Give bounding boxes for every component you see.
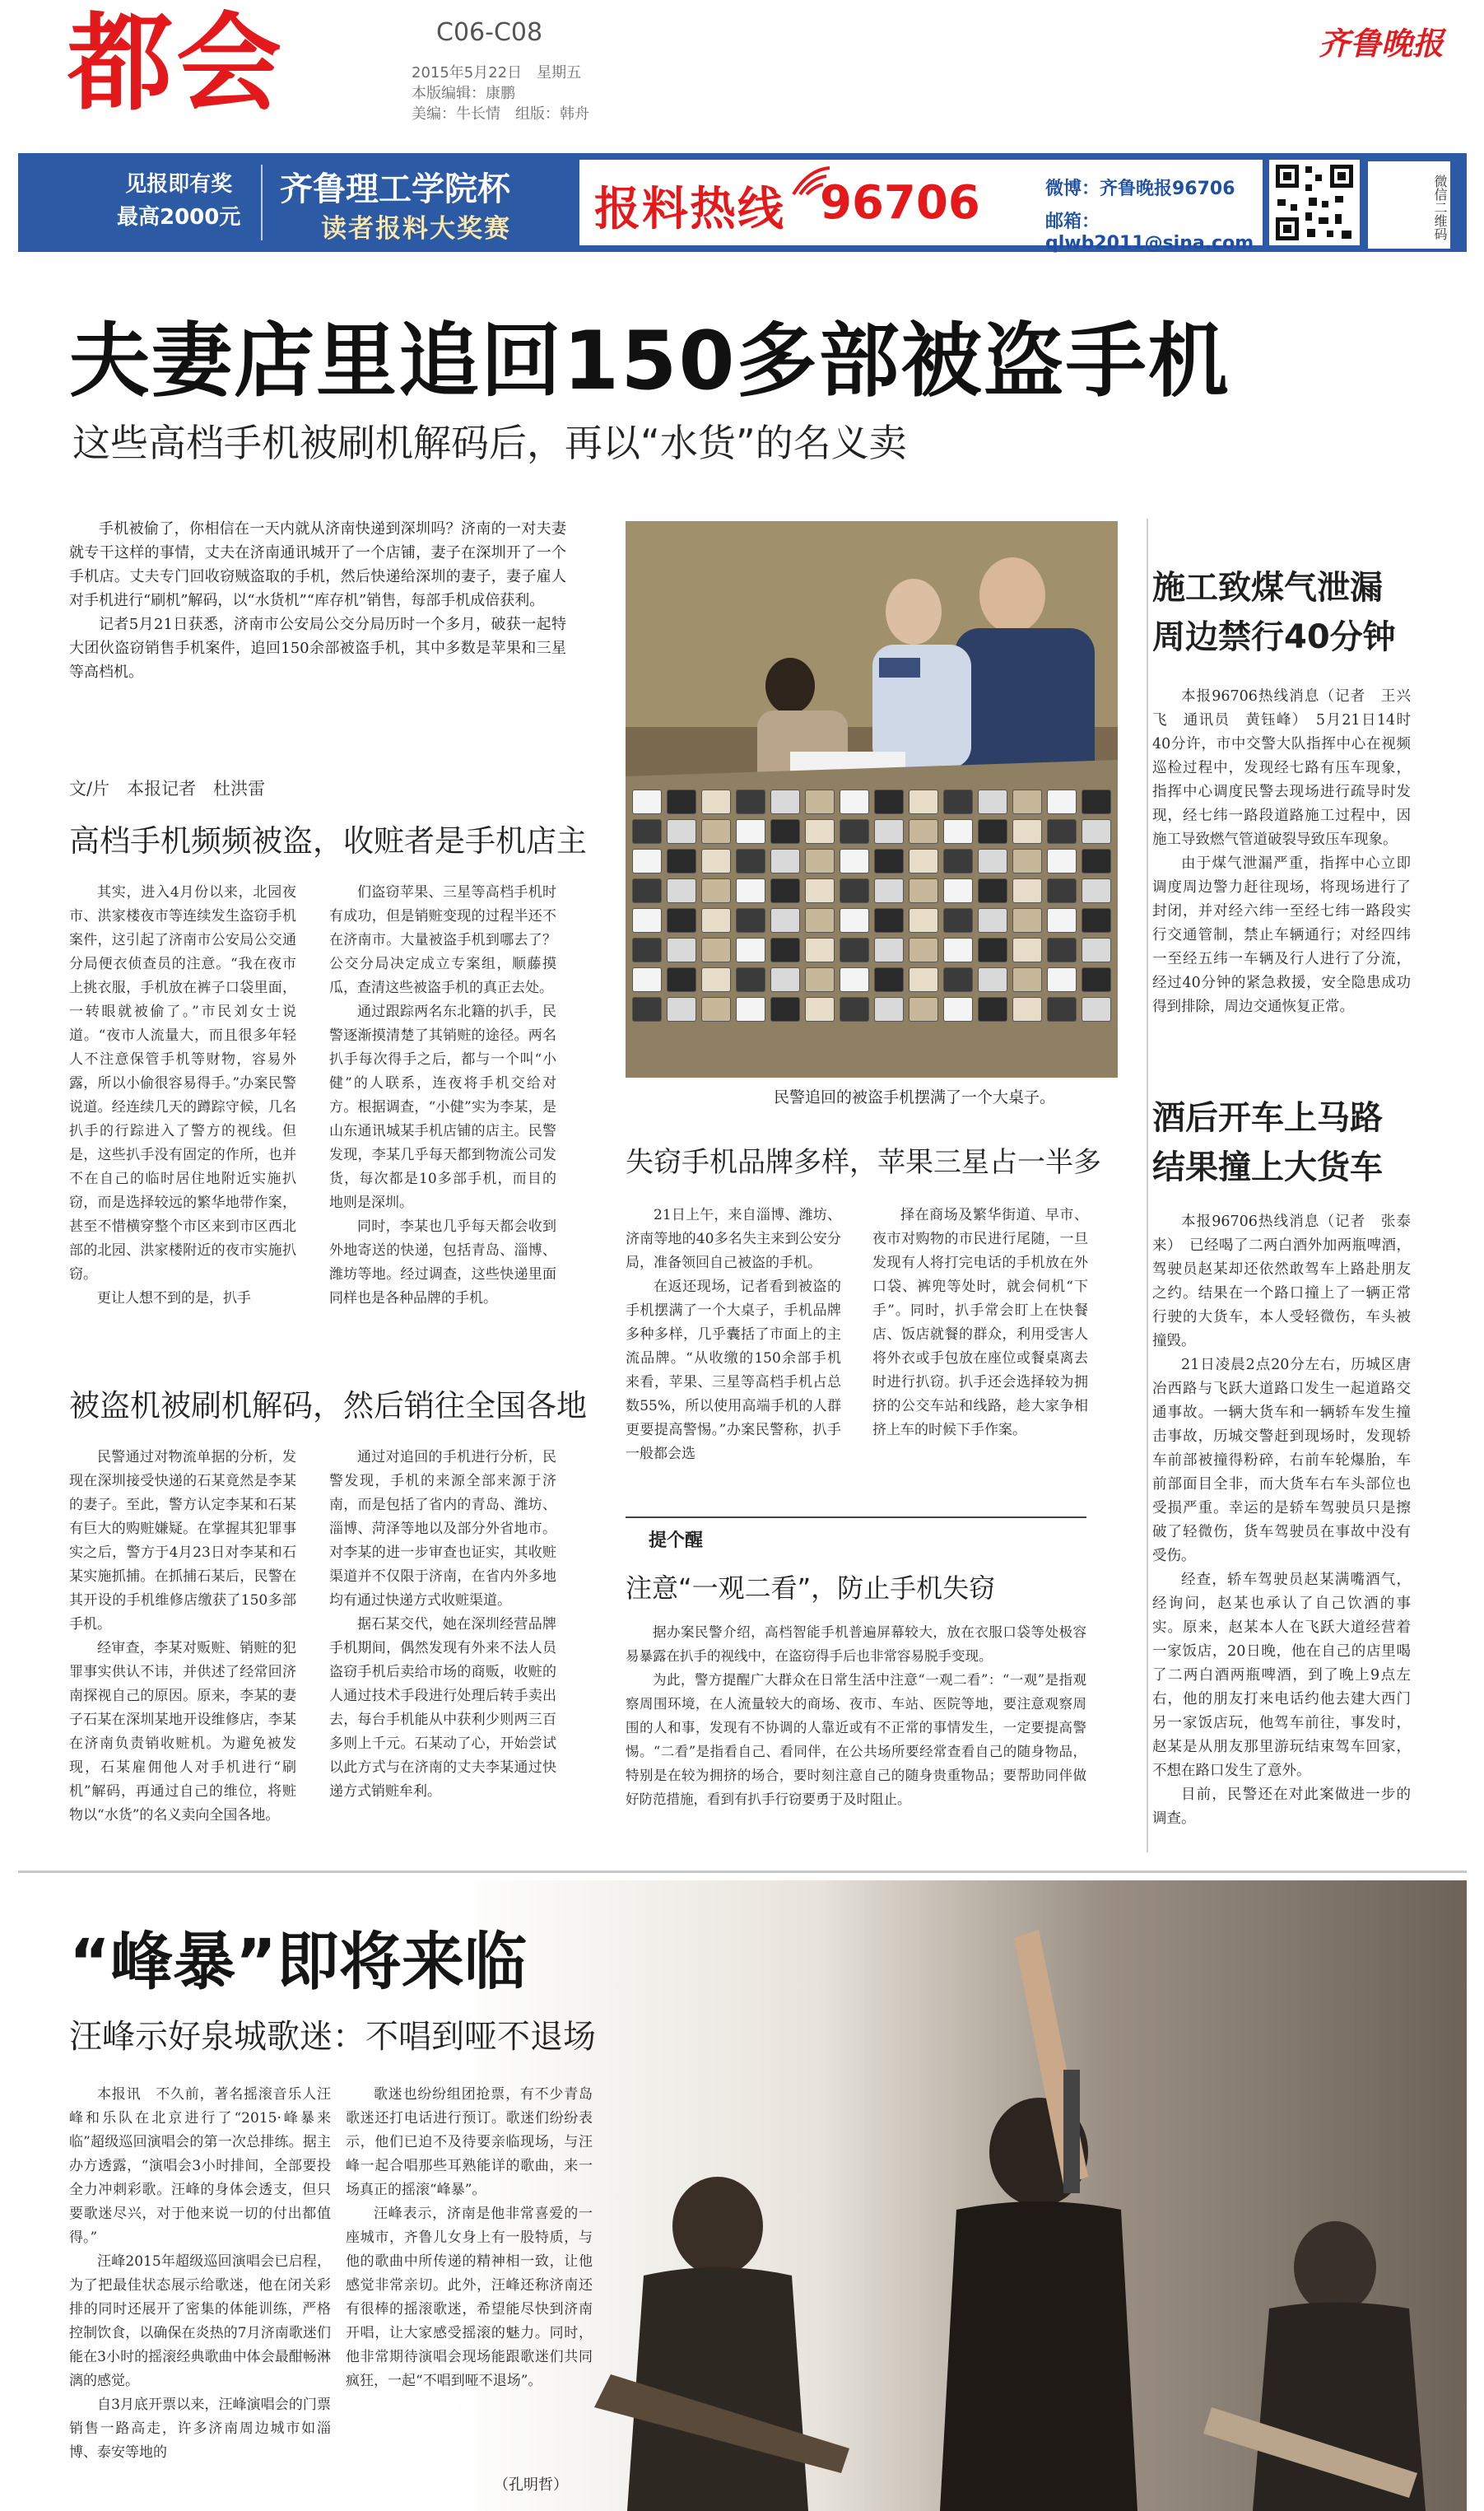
phone-icon bbox=[667, 849, 696, 873]
phone-icon bbox=[632, 790, 662, 814]
phone-icon bbox=[909, 790, 938, 814]
phone-icon bbox=[1047, 908, 1077, 933]
phone-icon bbox=[736, 790, 765, 814]
paragraph: 汪峰表示，济南是他非常喜爱的一座城市，齐鲁儿女身上有一股特质，与他的歌曲中所传递的精神相一致，让他感觉非常亲切。此外，汪峰还称济南还有很棒的摇滚歌迷，希望能尽快到济南开唱，让大家感受摇滚的魅力。同时，他非常期待演唱会现场能跟歌迷们共同疯狂，一起“不唱到哑不退场”。 bbox=[346, 2206, 593, 2389]
section-3-col-1 bbox=[626, 1204, 841, 1466]
section-3-col-2 bbox=[872, 1204, 1088, 1442]
phone-icon bbox=[667, 819, 696, 844]
phone-icon bbox=[1047, 938, 1077, 962]
phone-icon bbox=[805, 938, 835, 962]
phone-icon bbox=[736, 997, 765, 1022]
hotline-label: 报料热线 bbox=[594, 183, 785, 236]
phone-icon bbox=[632, 938, 662, 962]
phone-icon bbox=[1082, 938, 1111, 962]
phone-icon bbox=[667, 997, 696, 1022]
qr-label: 微信二维码 bbox=[1368, 161, 1450, 249]
phone-icon bbox=[667, 967, 696, 992]
phone-icon bbox=[805, 878, 835, 903]
phone-icon bbox=[1082, 849, 1111, 873]
phone-icon bbox=[943, 997, 973, 1022]
phone-icon bbox=[770, 790, 800, 814]
story-2-title-line-2: 结果撞上大货车 bbox=[1152, 1148, 1383, 1186]
paragraph: 据办案民警介绍，高档智能手机普遍屏幕较大，放在衣服口袋等处极容易暴露在扒手的视线中，在盗窃得手后也非常容易脱手变现。 bbox=[626, 1624, 1086, 1664]
hotline-number: 96706 bbox=[820, 176, 980, 230]
cup-subtitle: 读者报料大奖赛 bbox=[321, 214, 511, 244]
phone-icon bbox=[840, 878, 869, 903]
phone-icon bbox=[874, 819, 904, 844]
tip-divider bbox=[626, 1516, 1086, 1518]
phone-icon bbox=[667, 938, 696, 962]
cup-title: 齐鲁理工学院杯 bbox=[280, 170, 510, 208]
phone-icon bbox=[736, 878, 765, 903]
phone-icon bbox=[1082, 997, 1111, 1022]
phone-icon bbox=[1082, 967, 1111, 992]
phone-icon bbox=[909, 849, 938, 873]
phone-icon bbox=[632, 997, 662, 1022]
phone-icon bbox=[874, 878, 904, 903]
paragraph: 21日凌晨2点20分左右，历城区唐冶西路与飞跃大道路口发生一起道路交通事故。一辆大货车和一辆轿车发生撞击事故，历城交警赶到现场时，发现轿车前部被撞得粉碎，右前车轮爆胎，车前部面目全非，而大货车右车头部位也受损严重。幸运的是轿车驾驶员只是擦破了轻微伤，货车驾驶员在事故中没有受伤。 bbox=[1152, 1357, 1411, 1564]
phone-grid bbox=[626, 785, 1118, 1032]
photo-credit: （孔明哲） bbox=[494, 2476, 568, 2494]
phone-icon bbox=[1082, 819, 1111, 844]
paragraph: 经审查，李某对贩赃、销赃的犯罪事实供认不讳，并供述了经常回济南探视自己的原因。原来，李某的妻子石某在深圳某地开设维修店，李某在济南负责销收赃机。为避免被发现，石某雇佣他人对手机进行“刷机”解码，再通过自己的维位，将赃物以“水货”的名义卖向全国各地。 bbox=[69, 1640, 296, 1824]
phone-icon bbox=[1012, 819, 1042, 844]
story-1-text bbox=[1152, 685, 1411, 1019]
section-heading-2: 被盗机被刷机解码，然后销往全国各地 bbox=[69, 1388, 587, 1423]
phone-icon bbox=[874, 790, 904, 814]
lead-paragraph: 手机被偷了，你相信在一天内就从济南快递到深圳吗？济南的一对夫妻就专干这样的事情，丈夫在济南通讯城开了一个店铺，妻子在深圳开了一个手机店。丈夫专门回收窃贼盗取的手机，然后快递给深圳的妻子，妻子雇人对手机进行“刷机”解码，以“水货机”“库存机”销售，每部手机成倍获利。 bbox=[69, 520, 566, 609]
phone-icon bbox=[1082, 790, 1111, 814]
phone-icon bbox=[770, 967, 800, 992]
phone-icon bbox=[943, 967, 973, 992]
phone-icon bbox=[805, 967, 835, 992]
phone-icon bbox=[1012, 967, 1042, 992]
reward-text bbox=[117, 168, 240, 234]
phone-icon bbox=[1082, 878, 1111, 903]
qr-code-icon bbox=[1269, 160, 1360, 245]
paragraph: 通过跟踪两名东北籍的扒手，民警逐渐摸清楚了其销赃的途径。两名扒手每次得手之后，都与一个叫“小健”的人联系，连夜将手机交给对方。根据调查，“小健”实为李某，是山东通讯城某手机店铺的店主。民警发现，李某几乎每天都到物流公司发货，每次都是10多部手机，而目的地则是深圳。 bbox=[329, 1004, 556, 1211]
lead-paragraph: 记者5月21日获悉，济南市公安局公交分局历时一个多月，破获一起特大团伙盗窃销售手机案件，追回150余部被盗手机，其中多数是苹果和三星等高档机。 bbox=[69, 616, 566, 681]
bottom-headline: “峰暴”即将来临 bbox=[69, 1925, 527, 1998]
hotline-box bbox=[579, 160, 1263, 254]
phone-icon bbox=[805, 908, 835, 933]
phone-icon bbox=[1047, 878, 1077, 903]
phone-icon bbox=[943, 790, 973, 814]
bottom-col-2 bbox=[346, 2083, 593, 2393]
phone-icon bbox=[840, 938, 869, 962]
phone-icon bbox=[805, 790, 835, 814]
phone-icon bbox=[840, 819, 869, 844]
phone-icon bbox=[1012, 790, 1042, 814]
phone-icon bbox=[701, 819, 731, 844]
paragraph: 据石某交代，她在深圳经营品牌手机期间，偶然发现有外来不法人员盗窃手机后卖给市场的商贩，收赃的人通过技术手段进行处理后转手卖出去，每台手机能从中获利少则两三百多则上千元。石某动了心，开始尝试以此方式与在济南的丈夫李某通过快递方式销赃牟利。 bbox=[329, 1616, 556, 1800]
paragraph: 本报96706热线消息（记者 王兴飞 通讯员 黄钰峰） 5月21日14时40分许，市中交警大队指挥中心在视频巡检过程中，发现经七路有压车现象，指挥中心调度民警去现场进行疏导时发现，经七纬一路段道路施工过程中，因施工导致燃气管道破裂导致压车现象。 bbox=[1152, 688, 1411, 848]
phone-icon bbox=[978, 849, 1007, 873]
story-2-title bbox=[1152, 1093, 1383, 1192]
phone-icon bbox=[840, 967, 869, 992]
paragraph: 其实，进入4月份以来，北园夜市、洪家楼夜市等连续发生盗窃手机案件，这引起了济南市公安局公交通分局便衣侦查员的注意。“我在夜市上挑衣服，手机放在裤子口袋里面，一转眼就被偷了。”市民刘女士说道。“夜市人流量大，而且很多年轻人不注意保管手机等财物，容易外露，所以小偷很容易得手。”办案民警说道。经连续几天的蹲踪守候，几名扒手的行踪进入了警方的视线。但是，这些扒手没有固定的作所，也并不在自己的临时居住地附近实施扒窃，而是选择较远的繁华地带作案，甚至不惜横穿整个市区来到市区西北部的北园、洪家楼附近的夜市实施扒窃。 bbox=[69, 884, 296, 1283]
hotline-banner bbox=[18, 153, 1467, 252]
phone-icon bbox=[909, 997, 938, 1022]
phone-icon bbox=[1047, 790, 1077, 814]
bottom-subhead: 汪峰示好泉城歌迷：不唱到哑不退场 bbox=[69, 2018, 596, 2056]
reward-line-2: 最高2000元 bbox=[117, 205, 241, 230]
paper-logo: 齐鲁晚报 bbox=[1319, 25, 1444, 62]
phone-icon bbox=[978, 938, 1007, 962]
paragraph: 由于煤气泄漏严重，指挥中心立即调度周边警力赶往现场，将现场进行了封闭，并对经六纬一至经七纬一路段实行交通管制，禁止车辆通行；对经四纬一至经五纬一车辆及行人进行了分流，经过40分钟的紧急救援，安全隐患成功得到排除，周边交通恢复正常。 bbox=[1152, 855, 1411, 1015]
phone-icon bbox=[840, 997, 869, 1022]
phone-icon bbox=[1012, 849, 1042, 873]
phone-icon bbox=[978, 967, 1007, 992]
phone-icon bbox=[632, 849, 662, 873]
phone-icon bbox=[840, 908, 869, 933]
story-1-title-line-2: 周边禁行40分钟 bbox=[1152, 618, 1396, 656]
phone-icon bbox=[943, 849, 973, 873]
section-1-col-2 bbox=[329, 881, 556, 1311]
phone-icon bbox=[632, 967, 662, 992]
section-heading-3: 失窃手机品牌多样，苹果三星占一半多 bbox=[626, 1146, 1101, 1179]
paragraph: 更让人想不到的是，扒手 bbox=[97, 1290, 251, 1307]
phone-icon bbox=[667, 908, 696, 933]
paragraph: 自3月底开票以来，汪峰演唱会的门票销售一路高走，许多济南周边城市如淄博、泰安等地的 bbox=[69, 2397, 331, 2461]
phone-icon bbox=[632, 908, 662, 933]
phone-icon bbox=[1047, 849, 1077, 873]
phone-icon bbox=[943, 938, 973, 962]
tip-label: 提个醒 bbox=[649, 1530, 704, 1551]
article-byline: 文/片 本报记者 杜洪雷 bbox=[69, 779, 266, 799]
editor-credit: 本版编辑：康鹏 bbox=[412, 85, 515, 102]
phone-icon bbox=[1082, 908, 1111, 933]
page-range: C06-C08 bbox=[436, 18, 543, 47]
paragraph: 经查，轿车驾驶员赵某满嘴酒气，经询问，赵某也承认了自己饮酒的事实。原来，赵某本人在飞跃大道经营着一家饭店，20日晚，他在自己的店里喝了二两白酒两瓶啤酒，到了晚上9点左右，他的朋友打来电话约他去建大西门另一家饭店玩，他驾车前往，事发时，赵某是从朋友那里游玩结束驾车回家，不想在路口发生了意外。 bbox=[1152, 1572, 1411, 1779]
phone-icon bbox=[770, 938, 800, 962]
phone-icon bbox=[874, 908, 904, 933]
phone-icon bbox=[909, 967, 938, 992]
phone-icon bbox=[805, 819, 835, 844]
phone-icon bbox=[978, 878, 1007, 903]
phone-icon bbox=[701, 790, 731, 814]
phone-icon bbox=[1047, 967, 1077, 992]
phone-icon bbox=[736, 938, 765, 962]
reward-line-1: 见报即有奖 bbox=[125, 172, 233, 197]
paragraph: 本报96706热线消息（记者 张泰来） 已经喝了二两白酒外加两瓶啤酒，驾驶员赵某却还依然敢驾车上路赴朋友之约。结果在一个路口撞上了一辆正常行驶的大货车，本人受轻微伤，车头被撞毁。 bbox=[1152, 1214, 1411, 1349]
phone-icon bbox=[701, 849, 731, 873]
phone-icon bbox=[701, 938, 731, 962]
lead-text bbox=[69, 517, 566, 684]
photo-caption: 民警追回的被盗手机摆满了一个大桌子。 bbox=[774, 1088, 1056, 1106]
phone-icon bbox=[943, 819, 973, 844]
phone-icon bbox=[805, 997, 835, 1022]
email-contact: 邮箱：qlwb2011@sina.com bbox=[1045, 212, 1254, 254]
phone-icon bbox=[770, 819, 800, 844]
phone-icon bbox=[874, 997, 904, 1022]
phone-icon bbox=[1012, 938, 1042, 962]
phone-icon bbox=[874, 967, 904, 992]
column-rule bbox=[1147, 519, 1148, 1852]
section-1-col-1 bbox=[69, 881, 296, 1311]
paragraph: 同时，李某也几乎每天都会收到外地寄送的快递，包括青岛、淄博、潍坊等地。经过调查，这些快递里面同样也是各种品牌的手机。 bbox=[329, 1218, 556, 1307]
phone-icon bbox=[770, 849, 800, 873]
section-2-col-1 bbox=[69, 1446, 296, 1828]
phone-icon bbox=[978, 790, 1007, 814]
main-subhead: 这些高档手机被刷机解码后，再以“水货”的名义卖 bbox=[72, 421, 907, 465]
phone-icon bbox=[667, 878, 696, 903]
paragraph: 为此，警方提醒广大群众在日常生活中注意“一观二看”：“一观”是指观察周围环境，在人流量较大的商场、夜市、车站、医院等地，要注意观察周围的人和事，发现有不协调的人靠近或有不正常的事情发生，一定要提高警惕。“二看”是指看自己、看同伴，在公共场所要经常查看自己的随身物品，特别是在较为拥挤的场合，要时刻注意自己的随身贵重物品；要帮助同伴做好防范措施，看到有扒手行窃要勇于及时阻止。 bbox=[626, 1672, 1086, 1807]
section-2-col-2 bbox=[329, 1446, 556, 1804]
paragraph: 择在商场及繁华街道、早市、夜市对购物的市民进行尾随，一旦发现有人将打完电话的手机放在外口袋、裤兜等处时，就会伺机“下手”。同时，扒手常会盯上在快餐店、饭店就餐的群众，利用受害人将外衣或手包放在座位或餐桌离去时进行扒窃。扒手还会选择较为拥挤的公交车站和线路，趁大家争相挤上车的时候下手作案。 bbox=[872, 1207, 1088, 1438]
tip-text bbox=[626, 1620, 1086, 1811]
phone-icon bbox=[770, 908, 800, 933]
phone-icon bbox=[1047, 997, 1077, 1022]
story-1-title bbox=[1152, 563, 1396, 662]
phone-icon bbox=[909, 908, 938, 933]
phone-icon bbox=[1012, 908, 1042, 933]
story-1-title-line-1: 施工致煤气泄漏 bbox=[1152, 569, 1383, 607]
paragraph: 歌迷也纷纷组团抢票，有不少青岛歌迷还打电话进行预订。歌迷们纷纷表示，他们已迫不及待要亲临现场，与汪峰一起合唱那些耳熟能详的歌曲，来一场真正的摇滚“峰暴”。 bbox=[346, 2086, 593, 2198]
paragraph: 目前，民警还在对此案做进一步的调查。 bbox=[1152, 1787, 1411, 1827]
phone-icon bbox=[909, 878, 938, 903]
paragraph: 汪峰2015年超级巡回演唱会已启程，为了把最佳状态展示给歌迷，他在闭关彩排的同时还展开了密集的体能训练，严格控制饮食，以确保在炎热的7月济南歌迷们能在3小时的摇滚经典歌曲中体会最酣畅淋漓的感觉。 bbox=[69, 2253, 331, 2389]
main-headline: 夫妻店里追回150多部被盗手机 bbox=[69, 314, 1230, 408]
issue-date: 2015年5月22日 星期五 bbox=[412, 64, 582, 82]
paragraph: 民警通过对物流单据的分析，发现在深圳接受快递的石某竟然是李某的妻子。至此，警方认定李某和石某有巨大的购赃嫌疑。在掌握其犯罪事实之后，警方于4月23日对李某和石某实施抓捕。在抓捕石某后，民警在其开设的手机维修店缴获了150多部手机。 bbox=[69, 1449, 296, 1633]
phone-icon bbox=[667, 790, 696, 814]
evidence-photo bbox=[626, 521, 1118, 1078]
phone-icon bbox=[701, 997, 731, 1022]
bottom-col-1 bbox=[69, 2083, 331, 2465]
phone-icon bbox=[632, 819, 662, 844]
weibo-contact: 微博：齐鲁晚报96706 bbox=[1045, 179, 1235, 199]
design-credit: 美编：牛长情 组版：韩舟 bbox=[412, 105, 589, 123]
phone-icon bbox=[840, 790, 869, 814]
phone-icon bbox=[770, 997, 800, 1022]
phone-icon bbox=[874, 849, 904, 873]
phone-icon bbox=[874, 938, 904, 962]
paragraph: 本报讯 不久前，著名摇滚音乐人汪峰和乐队在北京进行了“2015·峰暴来临”超级巡回演唱会的第一次总排练。据主办方透露，“演唱会3小时排间，全部要投全力冲刺彩歌。汪峰的身体会透支，但只要歌迷尽兴，对于他来说一切的付出都值得。” bbox=[69, 2086, 331, 2246]
phone-icon bbox=[978, 997, 1007, 1022]
phone-icon bbox=[736, 819, 765, 844]
phone-icon bbox=[1012, 997, 1042, 1022]
phone-icon bbox=[978, 819, 1007, 844]
tip-heading: 注意“一观二看”，防止手机失窃 bbox=[626, 1572, 996, 1604]
phone-icon bbox=[736, 967, 765, 992]
paragraph: 通过对追回的手机进行分析，民警发现，手机的来源全部来源于济南，而是包括了省内的青岛、潍坊、淄博、菏泽等地以及部分外省地市。对李某的进一步审查也证实，其收赃渠道并不仅限于济南，在省内外多地均有通过快递方式收赃渠道。 bbox=[329, 1449, 556, 1609]
phone-icon bbox=[978, 908, 1007, 933]
phone-icon bbox=[736, 849, 765, 873]
paragraph: 在返还现场，记者看到被盗的手机摆满了一个大桌子，手机品牌多种多样，几乎囊括了市面上的主流品牌。“从收缴的150余部手机来看，苹果、三星等高档手机占总数55%，所以使用高端手机的人群更要提高警惕。”办案民警称，扒手一般都会选 bbox=[626, 1279, 841, 1462]
story-2-text bbox=[1152, 1210, 1411, 1831]
phone-icon bbox=[805, 849, 835, 873]
paragraph: 21日上午，来自淄博、潍坊、济南等地的40多名失主来到公安分局，准备领回自己被盗的手机。 bbox=[626, 1207, 841, 1271]
phone-icon bbox=[943, 908, 973, 933]
phone-icon bbox=[943, 878, 973, 903]
phone-icon bbox=[1047, 819, 1077, 844]
phone-icon bbox=[840, 849, 869, 873]
phone-icon bbox=[736, 908, 765, 933]
story-2-title-line-1: 酒后开车上马路 bbox=[1152, 1099, 1383, 1137]
phone-icon bbox=[632, 878, 662, 903]
qr-code bbox=[1269, 160, 1360, 245]
paragraph: 们盗窃苹果、三星等高档手机时有成功，但是销赃变现的过程半还不在济南市。大量被盗手机到哪去了？公交分局决定成立专案组，顺藤摸瓜，查清这些被盗手机的真正去处。 bbox=[329, 884, 556, 996]
phone-icon bbox=[701, 967, 731, 992]
phone-icon bbox=[701, 878, 731, 903]
phone-icon bbox=[770, 878, 800, 903]
phone-icon bbox=[909, 819, 938, 844]
section-heading-1: 高档手机频频被盗，收赃者是手机店主 bbox=[69, 823, 587, 859]
banner-divider bbox=[261, 165, 263, 240]
phone-icon bbox=[1012, 878, 1042, 903]
phone-icon bbox=[701, 908, 731, 933]
section-title: 都会 bbox=[67, 2, 286, 125]
section-divider bbox=[18, 1870, 1467, 1873]
phone-icon bbox=[909, 938, 938, 962]
edition-info bbox=[412, 63, 589, 124]
